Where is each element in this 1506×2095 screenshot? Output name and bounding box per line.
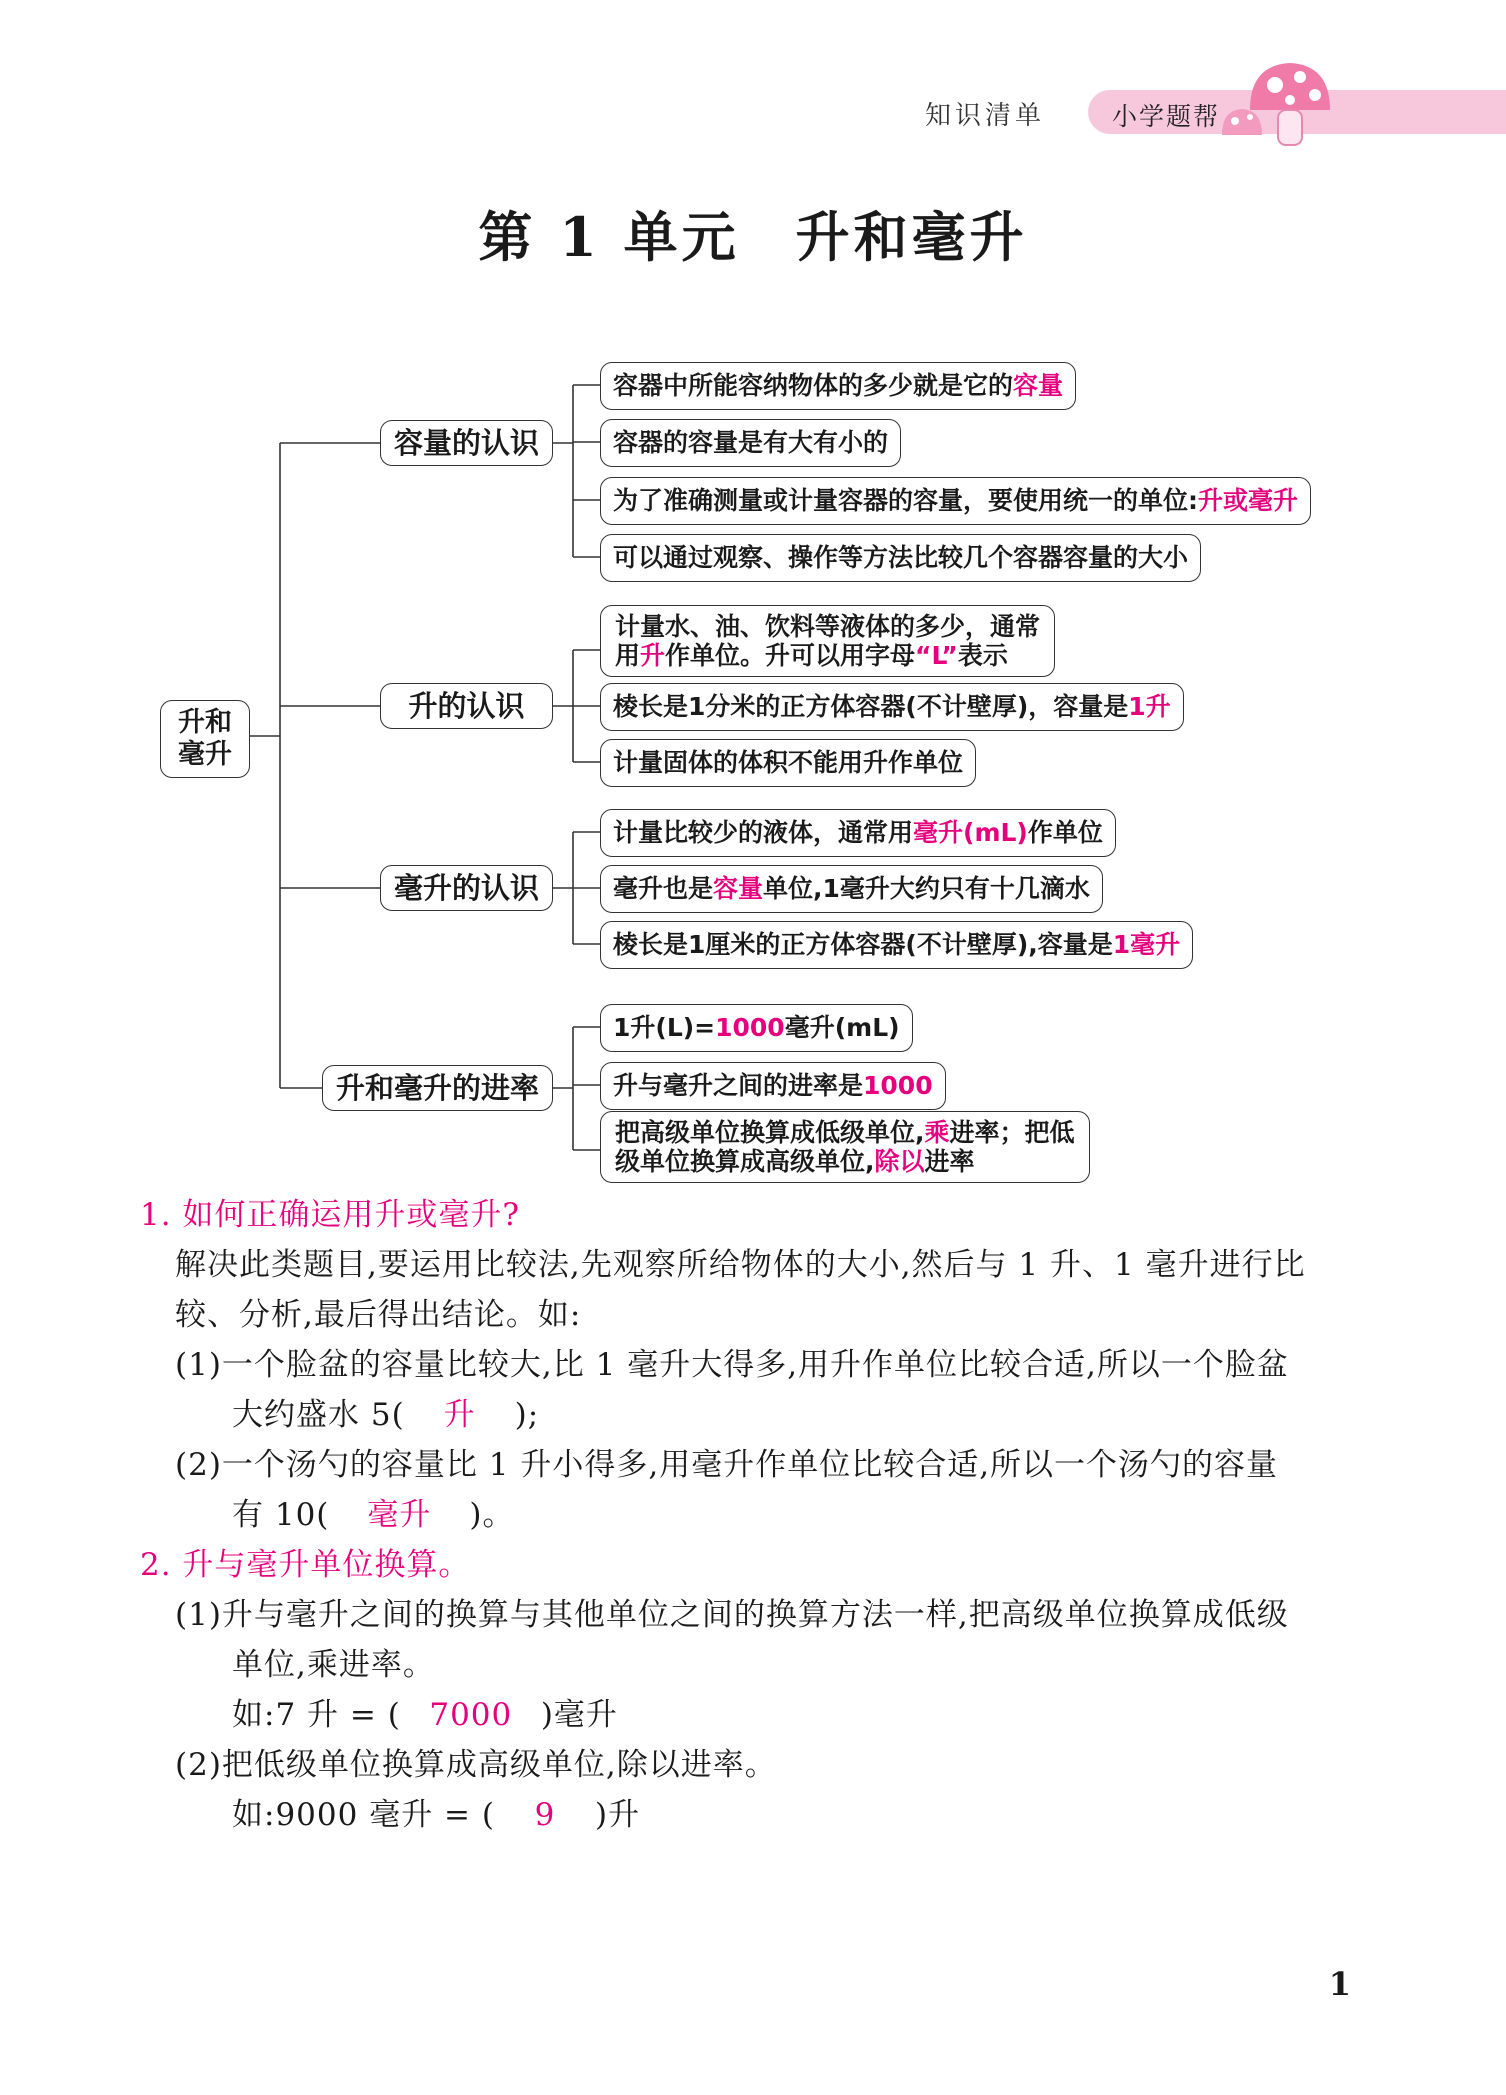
leaf-liter-usage: 计量水、油、饮料等液体的多少，通常 用升作单位。升可以用字母“L”表示 [600, 605, 1055, 677]
q1-example-2-line-1: (2)一个汤勺的容量比 1 升小得多,用毫升作单位比较合适,所以一个汤勺的容量 [175, 1447, 1279, 1483]
mindmap-root [160, 700, 250, 778]
leaf-ml-cube: 棱长是1厘米的正方体容器(不计壁厚),容量是1毫升 [600, 921, 1193, 969]
leaf-capacity-varies: 容器的容量是有大有小的 [600, 419, 901, 467]
q2-example-2: 如:9000 毫升 = ( 9 )升 [232, 1790, 640, 1840]
leaf-rate-value: 升与毫升之间的进率是1000 [600, 1062, 946, 1110]
q2-heading: 2. 升与毫升单位换算。 [140, 1547, 471, 1583]
header-brand-label: 小学题帮 [1112, 102, 1221, 131]
q2-example-1: 如:7 升 = ( 7000 )毫升 [232, 1690, 618, 1740]
title-topic: 升和毫升 [795, 205, 1028, 269]
q2-answer-1: 7000 [429, 1697, 513, 1733]
leaf-liter-solid: 计量固体的体积不能用升作单位 [600, 739, 976, 787]
branch-capacity: 容量的认识 [380, 420, 553, 466]
branch-liter: 升的认识 [380, 683, 553, 729]
leaf-liter-cube: 棱长是1分米的正方体容器(不计壁厚)，容量是1升 [600, 683, 1184, 731]
q2-answer-2: 9 [534, 1797, 556, 1833]
branch-conversion-rate: 升和毫升的进率 [322, 1065, 553, 1111]
leaf-ml-usage: 计量比较少的液体，通常用毫升(mL)作单位 [600, 809, 1116, 857]
branch-milliliter: 毫升的认识 [380, 865, 553, 911]
leaf-capacity-units: 为了准确测量或计量容器的容量，要使用统一的单位:升或毫升 [600, 477, 1311, 525]
title-unit: 第 1 单元 [478, 205, 740, 269]
root-line-1: 升和 [178, 707, 232, 738]
header-section-label: 知识清单 [925, 101, 1046, 131]
page-number: 1 [1328, 1965, 1351, 2003]
leaf-ml-unit: 毫升也是容量单位,1毫升大约只有十几滴水 [600, 865, 1103, 913]
leaf-rate-conversion: 把高级单位换算成低级单位,乘进率；把低 级单位换算成高级单位,除以进率 [600, 1111, 1090, 1183]
q2-rule-1-line-1: (1)升与毫升之间的换算与其他单位之间的换算方法一样,把高级单位换算成低级 [175, 1597, 1289, 1633]
q2-rule-2: (2)把低级单位换算成高级单位,除以进率。 [175, 1747, 777, 1783]
q1-example-1-line-1: (1)一个脸盆的容量比较大,比 1 毫升大得多,用升作单位比较合适,所以一个脸盆 [175, 1347, 1289, 1383]
q1-heading: 1. 如何正确运用升或毫升? [140, 1197, 521, 1233]
q1-example-1-line-2: 大约盛水 5( 升 ); [232, 1390, 539, 1440]
q1-paragraph-line-1: 解决此类题目,要运用比较法,先观察所给物体的大小,然后与 1 升、1 毫升进行比 [175, 1247, 1306, 1283]
leaf-capacity-definition: 容器中所能容纳物体的多少就是它的容量 [600, 362, 1076, 410]
leaf-capacity-compare: 可以通过观察、操作等方法比较几个容器容量的大小 [600, 534, 1201, 582]
q1-paragraph-line-2: 较、分析,最后得出结论。如: [175, 1297, 582, 1333]
q1-answer-2: 毫升 [367, 1497, 432, 1533]
q1-answer-1: 升 [443, 1397, 476, 1433]
q1-example-2-line-2: 有 10( 毫升 )。 [232, 1490, 515, 1540]
q2-rule-1-line-2: 单位,乘进率。 [232, 1647, 435, 1683]
root-line-2: 毫升 [178, 739, 232, 770]
leaf-rate-equation: 1升(L)=1000毫升(mL) [600, 1004, 913, 1052]
